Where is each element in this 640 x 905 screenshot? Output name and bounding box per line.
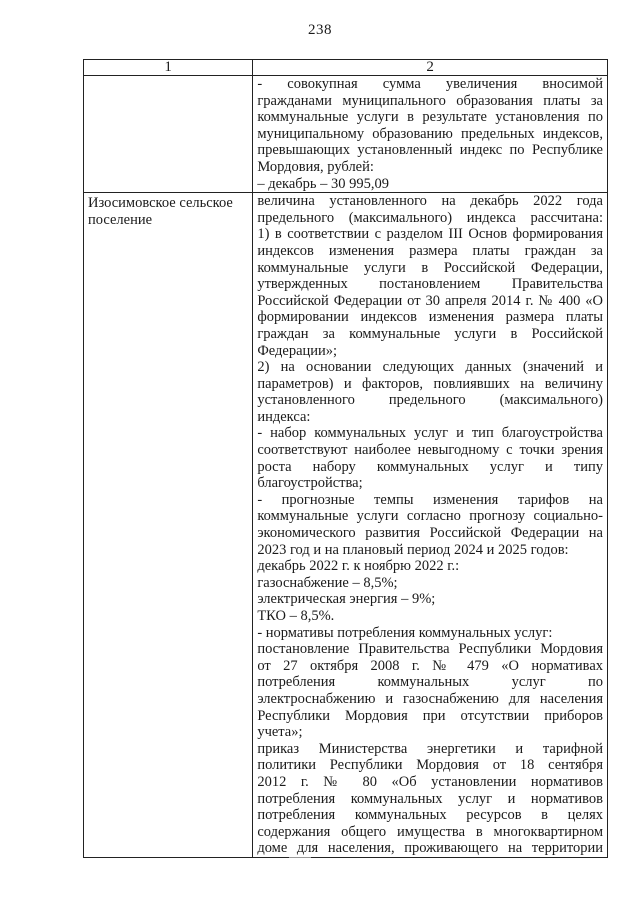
text-line: содержания общего имущества в многоквартирном [257, 823, 603, 840]
text-line: индекса: [257, 408, 311, 425]
text-line: 2023 год и на плановый период 2024 и 2025 годов: [257, 541, 569, 558]
text-line: предельного (максимального) индекса рассчитана: [257, 209, 603, 226]
table-row-izosimovskoe [84, 193, 608, 858]
text-line: потребления коммунальных услуг и нормативов [257, 790, 603, 807]
row2-right-cell [253, 193, 608, 858]
text-line: граждан за коммунальные услуги в Российской [257, 325, 603, 342]
text-line: учета»; [257, 724, 303, 741]
text-line: электрическая энергия – 9%; [257, 591, 436, 608]
text-line: - совокупная сумма увеличения вносимой [257, 76, 603, 92]
text-line: 1) в соответствии с разделом III Основ формирования [257, 226, 603, 243]
text-line: превышающих установленный индекс по Республике [257, 142, 603, 159]
page-number: 238 [308, 22, 332, 38]
text-line: декабрь 2022 г. к ноябрю 2022 г.: [257, 558, 460, 575]
text-line: – декабрь – 30 995,09 [257, 175, 390, 192]
text-line: формировании индексов изменения размера платы [257, 309, 603, 326]
row1-right-cell [253, 76, 608, 193]
scan-artifact-line [289, 857, 311, 858]
text-line: газоснабжение – 8,5%; [257, 574, 398, 591]
document-table [83, 59, 608, 858]
text-line: индексов изменения размера платы граждан за [257, 242, 603, 259]
text-line: коммунальные услуги в результате установления по [257, 109, 603, 126]
text-line: экономического развития Российской Федерации на [257, 525, 603, 542]
text-line: политики Республики Мордовия от 18 сентября [257, 757, 603, 774]
text-line: доме для населения, проживающего на территории [257, 840, 603, 857]
text-line: постановление Правительства Республики Мордовия [257, 641, 603, 658]
text-line: параметров) и факторов, повлиявших на величину [257, 375, 603, 392]
text-line: роста набору коммунальных услуг и типу [257, 458, 603, 475]
text-line: приказ Министерства энергетики и тарифной [257, 740, 603, 757]
table-row-continuation [84, 76, 608, 193]
text-line: гражданами муниципального образования платы за [257, 92, 603, 109]
text-line: Федерации»; [257, 342, 338, 359]
text-line: благоустройства; [257, 475, 363, 492]
text-line: - набор коммунальных услуг и тип благоустройства [257, 425, 603, 442]
text-line: ТКО – 8,5%. [257, 608, 335, 624]
text-line: - нормативы потребления коммунальных услуг: [257, 624, 553, 641]
text-line: Российской Федерации от 30 апреля 2014 г. № 400 «О [257, 292, 603, 309]
text-line: коммунальные услуги в Российской Федерации, [257, 259, 603, 276]
text-line: потребления коммунальных ресурсов в целях [257, 807, 603, 824]
header-col-2: 2 [253, 60, 608, 76]
row1-left-cell [84, 76, 253, 193]
text-line: 2) на основании следующих данных (значений и [257, 359, 603, 376]
text-line: электроснабжению и газоснабжению для населения [257, 690, 603, 707]
text-line: муниципальному образованию предельных индексов, [257, 125, 603, 142]
text-line: величина установленного на декабрь 2022 года [257, 193, 603, 210]
text-line: коммунальные услуги согласно прогнозу социально- [257, 508, 603, 525]
text-line: 2012 г. № 80 «Об установлении нормативов [257, 773, 603, 790]
text-line: установленного предельного (максимального) [257, 392, 603, 409]
header-col-1: 1 [84, 60, 253, 76]
text-line: - прогнозные темпы изменения тарифов на [257, 491, 603, 508]
text-line: соответствуют наиболее невыгодному с точки зрения [257, 442, 603, 459]
text-line: утвержденных постановлением Правительства [257, 276, 603, 293]
text-line: от 27 октября 2008 г. № 479 «О нормативах [257, 657, 603, 674]
settlement-name: Изосимовское сельское поселение [88, 195, 233, 228]
table-header-row [84, 60, 608, 76]
text-line: Мордовия, рублей: [257, 158, 374, 175]
row2-left-cell [84, 193, 253, 858]
text-line: потребления коммунальных услуг по [257, 674, 603, 691]
text-line: Республики Мордовия при отсутствии приборов [257, 707, 603, 724]
